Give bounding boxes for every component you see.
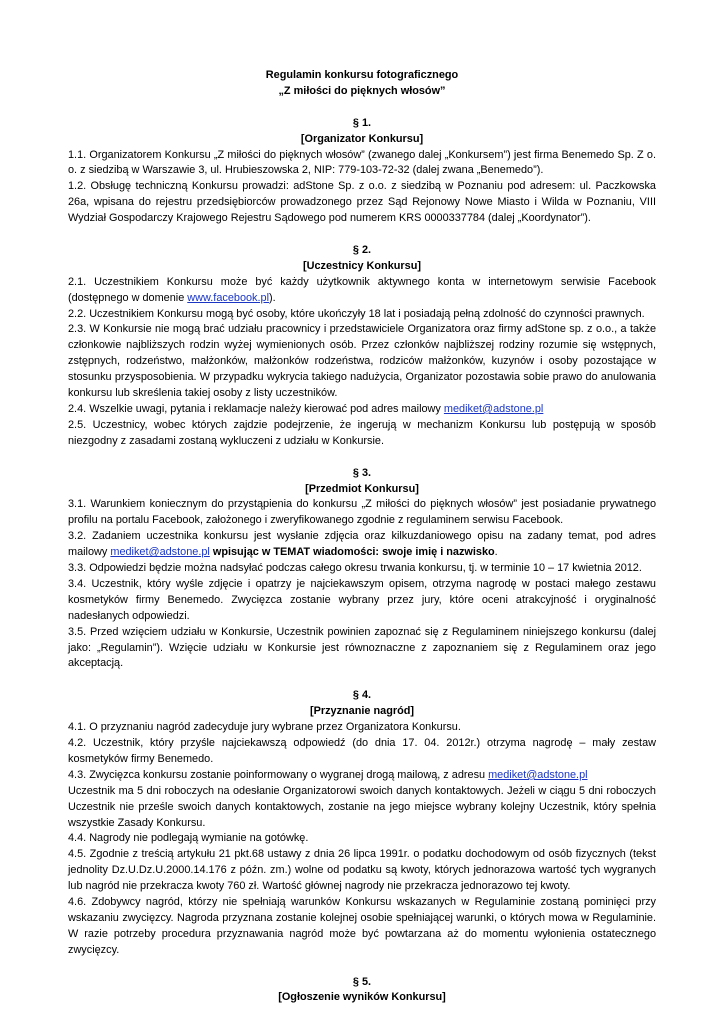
document-title: [68, 68, 656, 100]
title-line-2: „Z miłości do pięknych włosów”: [278, 84, 446, 97]
paragraph-4-4: 4.4. Nagrody nie podlegają wymianie na gotówkę.: [68, 832, 309, 845]
section-2: [68, 243, 656, 450]
section-heading: [Przyznanie nagród]: [309, 705, 415, 718]
paragraph-1-2: 1.2. Obsługę techniczną Konkursu prowadzi: adStone Sp. z o.o. z siedzibą w Poznaniu pod adresem: ul. Paczkowska 26a, wpisana do rejestru przedsiębiorców prowadzonego przez Sąd Rejonowy Nowe Miasto i Wilda w Poznaniu, VIII Wydział Gospodarczy Krajowego Rejestru Sądowego pod numerem KRS 0000337784 (dalej „Koordynator”).: [68, 180, 656, 225]
section-4: [68, 688, 656, 958]
paragraph-2-1: 2.1. Uczestnikiem Konkursu może być każdy użytkownik aktywnego konta w internetowym serwisie Facebook (dostępnego w domenie www.facebook.pl).: [68, 275, 656, 304]
paragraph-4-3b: Uczestnik ma 5 dni roboczych na odesłanie Organizatorowi swoich danych kontaktowych. Jeżeli w ciągu 5 dni roboczych Uczestnik nie prześle swoich danych kontaktowych, zostanie na jego miejsce wybrany kolejny Uczestnik, który spełnia wszystkie Zasady Konkursu.: [68, 784, 656, 829]
section-3: [68, 466, 656, 673]
section-heading: [Przedmiot Konkursu]: [305, 482, 419, 495]
section-number: § 3.: [352, 466, 372, 479]
email-link[interactable]: mediket@adstone.pl: [443, 403, 544, 415]
paragraph-1-1: 1.1. Organizatorem Konkursu „Z miłości do pięknych włosów” (zwanego dalej „Konkursem”) jest firma Benemedo Sp. Z o. o. z siedzibą w Warszawie 3, ul. Hrubieszowska 2, NIP: 779-103-72-32 (dalej zwana „Benemedo”).: [68, 148, 656, 177]
paragraph-4-6: 4.6. Zdobywcy nagród, którzy nie spełniają warunków Konkursu wskazanych w Regulaminie zostaną pominięci przy wskazaniu zwycięzcy. Nagroda przyznana zostanie kolejnej osobie spełniającej warunki, o których mowa w Regulaminie. W razie potrzeby procedura przyznawania nagród może być powtarzana aż do momentu wyłonienia ostatecznego zwycięzcy.: [68, 896, 656, 956]
section-1: [68, 116, 656, 227]
email-link[interactable]: mediket@adstone.pl: [488, 768, 588, 781]
email-link[interactable]: mediket@adstone.pl: [110, 546, 210, 559]
section-number: § 4.: [352, 689, 372, 702]
section-number: § 2.: [352, 243, 372, 256]
section-number: § 1.: [352, 116, 372, 129]
paragraph-3-2: 3.2. Zadaniem uczestnika konkursu jest wysłanie zdjęcia oraz kilkuzdaniowego opisu na zadany temat, pod adres mailowy mediket@adstone.pl wpisując w TEMAT wiadomości: swoje imię i nazwisko.: [68, 530, 656, 559]
paragraph-2-5: 2.5. Uczestnicy, wobec których zajdzie podejrzenie, że ingerują w mechanizm Konkursu lub postępują w sposób niezgodny z zasadami zostaną wykluczeni z udziału w Konkursie.: [68, 418, 656, 447]
paragraph-4-3: 4.3. Zwycięzca konkursu zostanie poinformowany o wygranej drogą mailową, z adresu mediket@adstone.pl: [68, 768, 588, 781]
section-heading: [Ogłoszenie wyników Konkursu]: [278, 991, 446, 1004]
paragraph-3-1: 3.1. Warunkiem koniecznym do przystąpienia do konkursu „Z miłości do pięknych włosów” jest posiadanie prywatnego profilu na portalu Facebook, założonego i zweryfikowanego zgodnie z regulaminem serwisu Facebook.: [68, 498, 656, 527]
paragraph-4-2: 4.2. Uczestnik, który przyśle najciekawszą odpowiedź (do dnia 17. 04. 2012r.) otrzyma nagrodę – mały zestaw kosmetyków firmy Benemedo.: [68, 737, 656, 765]
paragraph-3-4: 3.4. Uczestnik, który wyśle zdjęcie i opatrzy je najciekawszym opisem, otrzyma nagrodę w postaci małego zestawu kosmetyków firmy Benemedo. Zwycięzca zostanie wybrany przez jury, które oceni atrakcyjność i oryginalność nadesłanych odpowiedzi.: [68, 577, 656, 622]
facebook-link[interactable]: www.facebook.pl: [187, 291, 270, 304]
paragraph-2-2: 2.2. Uczestnikiem Konkursu mogą być osoby, które ukończyły 18 lat i posiadają pełną zdolność do czynności prawnych.: [68, 307, 645, 320]
paragraph-2-3: 2.3. W Konkursie nie mogą brać udziału pracownicy i przedstawiciele Organizatora oraz firmy adStone sp. z o.o., a także członkowie najbliższych rodzin wyżej wymienionych osób. Przez członków najbliższej rodziny rozumie się wstępnych, zstępnych, rodzeństwo, małżonków, małżonków rodzeństwa, rodziców małżonków, kuzynów i osoby pozostające w stosunku przysposobienia. W przypadku wykrycia takiego nadużycia, Organizator pozostawia sobie prawo do anulowania konkursu lub skreślenia takiej osoby z listy uczestników.: [68, 323, 656, 400]
paragraph-4-1: 4.1. O przyznaniu nagród zadecyduje jury wybrane przez Organizatora Konkursu.: [68, 721, 461, 734]
title-line-1: Regulamin konkursu fotograficznego: [265, 69, 459, 81]
paragraph-4-5: 4.5. Zgodnie z treścią artykułu 21 pkt.68 ustawy z dnia 26 lipca 1991r. o podatku dochodowym od osób fizycznych (tekst jednolity Dz.U.Dz.U.2000.14.176 z późn. zm.) wolne od podatku są kwoty, których jednorazowa wartość tych wygranych lub nagród nie przekracza kwoty 760 zł. Wartość głównej nagrody nie przekracza jednorazowo tej kwoty.: [68, 848, 656, 893]
section-5: [68, 975, 656, 1007]
section-number: § 5.: [352, 975, 372, 988]
section-heading: [Uczestnicy Konkursu]: [302, 259, 421, 272]
paragraph-3-3: 3.3. Odpowiedzi będzie można nadsyłać podczas całego okresu trwania konkursu, tj. w terminie 10 – 17 kwietnia 2012.: [68, 562, 642, 575]
paragraph-3-5: 3.5. Przed wzięciem udziału w Konkursie, Uczestnik powinien zapoznać się z Regulaminem niniejszego konkursu (dalej jako: „Regulamin”). Wzięcie udziału w Konkursie jest równoznaczne z zapoznaniem się z Regulaminem oraz jego akceptacją.: [68, 625, 656, 670]
document-page: [68, 68, 656, 1006]
paragraph-2-4: 2.4. Wszelkie uwagi, pytania i reklamacje należy kierować pod adres mailowy mediket@adstone.pl: [68, 403, 544, 415]
section-heading: [Organizator Konkursu]: [300, 132, 424, 145]
